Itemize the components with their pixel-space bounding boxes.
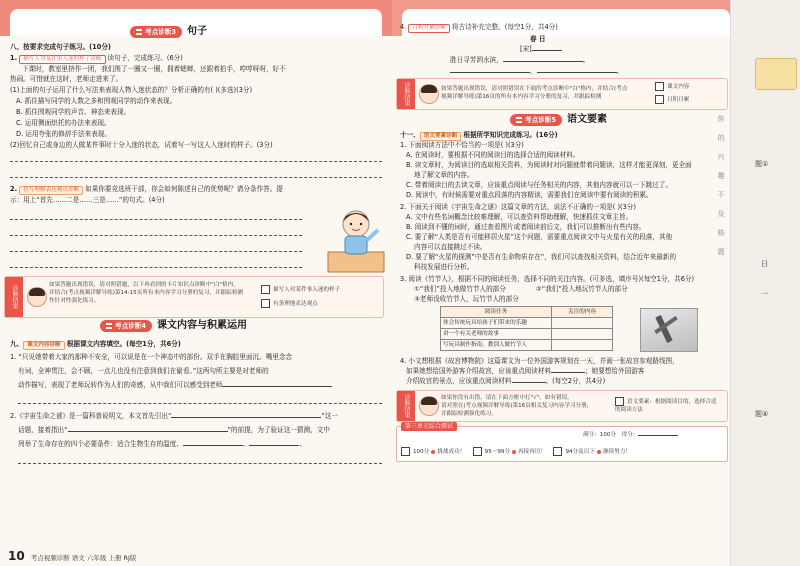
q8-title: 八、按要求完成句子练习。(10分)	[10, 43, 111, 51]
fill-blank[interactable]	[537, 72, 617, 73]
fill-blank[interactable]	[183, 445, 243, 446]
left-page	[0, 0, 393, 566]
reading-task-table: 阅读任务 关注的内容 体会传统玩具给孩子们带来的乐趣 讲一个有关老师的故事 写玩具制作指南，教别人做竹节人	[440, 306, 613, 351]
left-content: 考点诊断3 句子 八、按要求完成句子练习。(10分) 1. 描写人对某件事入迷的样子诊断 读句子，完成练习。(6分) 下课时，教室里挤作一团，我们围了一圈又一圈，拥着蟋蟀，还跟着拍手，哼哼呀呀，好不 热闹。可惜就在这时，老师走进来了。 (1)上面的句子运用了什么写法来表现人物入迷状态的？分析正确的有( )(多选)(3分) A. 抓住描写同学的人数之多和围观同学的动作来表现。 B. 抓住围观同学的声音、神态来表现。 C. 运用侧面烘托的办法来表现。 D. 运用夸张的修辞手法来表现。 (2)回忆自己或身边的人做某件事时十分入迷的状态，试着写一写这人入迷时的样子。(3分) 2. 仿写理解表达观点诊断 如果你要竞选班干部，你会如何陈述自己的优势呢？请分条作答。提 示：用上“首先……二是……三是……”的句式。(4分) 诊断结果 如果答题出现错误，请对照错题，以下再看到的卡片知识点诊断中"白"格内， 并结合(考点视频详解导练)第14-15页所有本内容学习分册的复习，并跟踪检测 作针对性强化练习。 描写人对某件事入迷的样子 有条理地表达观点 考点诊断4 课文内容与积累运用 九、 课文内容诊断 根据课文内容填空。(每空1分，共6分) 1. “只见她带着大家的那种不安全，可以说是在一个神态中的部份。双手在胸腔里面沉。嘴里念念 有词，全神贯注，会不顾，一点儿也没有注意到我们在偷看。”这两句所主要是对老师的 动作描写，表现了老师玩转作为人们的奇感，从中我们可以感受到老师 2.《宇宙生命之谜》是一篇科普说明文，本文首先引出“ ”这一 话题，接着指出“ ”的前提，为了验证这一猜测，文中 列举了生命存在的四个必要条件：适合生物生存的温度、 、 、	[10, 36, 382, 546]
page-number: 10	[8, 549, 25, 563]
q11-tag: 语文要素诊断	[420, 132, 462, 141]
binding-strip: 你 的 兴 趣 不 及 格 题	[717, 115, 725, 256]
teacher-avatar	[419, 396, 439, 416]
checkbox[interactable]	[261, 285, 270, 294]
answer-line[interactable]	[10, 176, 382, 178]
side-page-edge: 题① 日 一 题④	[730, 0, 800, 566]
bamboo-figure-photo	[640, 308, 698, 352]
teacher-avatar	[419, 84, 439, 104]
diagnosis-note: 诊断结果 如果答题出现错误，请对照错题，以下再看到的卡片知识点诊断中"白"格内， 并结合(考点视频详解导练)第14-15页所有本内容学习分册的复习，并跟踪检测 作针对性强化练习。 描写人对某件事入迷的样子 有条理地表达观点	[4, 276, 384, 318]
fill-blank[interactable]	[68, 431, 228, 432]
score-panel: 第三单元综合测试 满分：100分 得分： 100分 挑战成功！ 95～99分 再接再厉！ 94分及以下 继续努力！	[396, 426, 728, 462]
dot-icon	[597, 450, 601, 454]
score-badge: 第三单元综合测试	[401, 422, 457, 431]
fill-blank[interactable]	[222, 386, 332, 387]
section5-heading: 考点诊断5 语文要素	[510, 112, 607, 128]
table-cell-input[interactable]	[552, 329, 613, 340]
dot-icon	[512, 450, 516, 454]
section-icon	[106, 323, 112, 329]
section5-title: 语文要素	[566, 114, 607, 125]
checkbox[interactable]	[655, 82, 664, 91]
sticky-tab	[755, 58, 797, 90]
section-icon	[136, 29, 142, 35]
checkbox[interactable]	[655, 95, 664, 104]
dot-icon	[431, 450, 435, 454]
answer-line[interactable]	[10, 266, 302, 268]
right-content: 4. 日积月累诊断 将古诗补充完整。(每空1分，共4分) 春 日 [宋] 胜日寻芳泗水滨， 。 ， 。 诊断结果 如果答题出现错误，请对照错误在下面的考点诊断中"白"格内，并结合(考点 视频详解导练)第16页的所有本内容学习分册的复习，并跟踪检测 课文内容 日积月累 考点诊断5 语文要素 十一、 语文要素诊断 根据所学知识完成练习。(16分) 1. 下面阅读方法中不恰当的一项是( )(3分) A. 在阅读时，要根据不同的阅读目的选择合适的阅读材料。 B. 读文章时，为阅读目的选取相关资料，为阅读时对问题就带着问题读，这样才能更深刻，更全面 地了解文章的内容。 C. 带着阅读目的去读文章，应该重点阅读与任务相关的内容，其他内容就可以一下跳过了。 D. 阅读中，有时候需要对重点段落的内容精读，需要我们在阅读中要有阅读的积累。 2. 下面关于阅读《宇宙生命之谜》这篇文章的方法，说法不正确的一项是( )(3分) A. 文中有些名词概念比较难理解，可以查资料帮助理解，快速抓住文章主旨。 B. 阅读到不懂的词时，通过查看图片或者阅读前后文，我们可以推断出有些内容。 C. 要了解“人类是否有可能移居火星”这个问题，需要重点阅读文中与火星有关的段落，其他 内容可以直接跳过不读。 D. 要了解“火星的探测”中是否有生命物质存在”，我们可以查找相关资料，结合近年来最新的 科技发展进行分析。 3. 阅读《竹节人》，根据不同的阅读任务，选择不同的关注内容。(可多选，填序号)(每空1分，共6分) ①“我们”投入地做竹节人的部分 ②“我们”投入地玩竹节人的部分 ③老师没收竹节人，玩竹节人的部分 阅读任务 关注的内容 体会传统玩具给孩子们带来的乐趣 讲一个有关老师的故事 写玩具制作指南，教别人做竹节人 4. 小文想根据《故宫博物院》这篇课文为一位外国游客规划在一天，并画一张故宫参观路线图， 如果她想给国外游客介绍故宫，应该重点阅读材料 ；她要想给外国游客 介绍故宫的景点，应该重点阅读材料 。(每空2分，共4分) 诊断结果 如果你没有出错，请在下面方框中打"√"，如有错误， 请对照在(考点视频详解导练)第16页相关复习内容学习分册， 并跟踪检测强化练习。 语文要素：根据阅读目的，选择合适的阅读方法 第三单元综合测试 满分：100分 得分： 100分 挑战成功！ 95～99分 再接再厉！ 94分及以下 继续努力！	[400, 36, 730, 546]
q9-tag: 课文内容诊断	[23, 341, 65, 350]
q8-tag: 描写人对某件事入迷的样子诊断	[19, 55, 105, 64]
fill-blank[interactable]	[532, 50, 562, 51]
left-footer: 10 考点视频诊断 语文 六年级 上册 RJ版	[8, 549, 137, 563]
fill-blank[interactable]	[249, 445, 299, 446]
answer-line[interactable]	[10, 234, 302, 236]
section3-heading: 考点诊断3 句子	[130, 24, 207, 40]
fill-blank[interactable]	[450, 72, 530, 73]
student-illustration	[326, 204, 386, 274]
score-input[interactable]	[638, 435, 678, 436]
section4-title: 课文内容与积累运用	[156, 320, 247, 331]
answer-line[interactable]	[10, 250, 302, 252]
answer-line[interactable]	[10, 218, 302, 220]
section3-title: 句子	[186, 26, 207, 37]
diagnosis-note: 诊断结果 如果你没有出错，请在下面方框中打"√"，如有错误， 请对照在(考点视频详解导练)第16页相关复习内容学习分册， 并跟踪检测强化练习。 语文要素：根据阅读目的，选择合适的阅读方法	[396, 390, 728, 422]
checkbox[interactable]	[261, 299, 270, 308]
checkbox[interactable]	[401, 447, 410, 456]
checkbox[interactable]	[553, 447, 562, 456]
fill-blank[interactable]	[171, 417, 321, 418]
fill-blank[interactable]	[512, 382, 546, 383]
checkbox[interactable]	[473, 447, 482, 456]
section4-heading: 考点诊断4 课文内容与积累运用	[100, 318, 247, 334]
section-icon	[516, 117, 522, 123]
checkbox[interactable]	[615, 397, 624, 406]
diagnosis-note: 诊断结果 如果答题出现错误，请对照错误在下面的考点诊断中"白"格内，并结合(考点 视频详解导练)第16页的所有本内容学习分册的复习，并跟踪检测 课文内容 日积月累	[396, 78, 728, 110]
answer-line[interactable]	[18, 462, 382, 464]
answer-line[interactable]	[18, 402, 382, 404]
teacher-avatar	[27, 287, 47, 307]
table-cell-input[interactable]	[552, 340, 613, 351]
q-top-tag: 日积月累诊断	[408, 24, 450, 33]
fill-blank[interactable]	[503, 61, 583, 62]
q2-tag: 仿写理解表达观点诊断	[19, 186, 83, 195]
poem-title: 春 日	[530, 35, 546, 43]
answer-line[interactable]	[10, 160, 382, 162]
table-cell-input[interactable]	[552, 318, 613, 329]
fill-blank[interactable]	[551, 372, 585, 373]
